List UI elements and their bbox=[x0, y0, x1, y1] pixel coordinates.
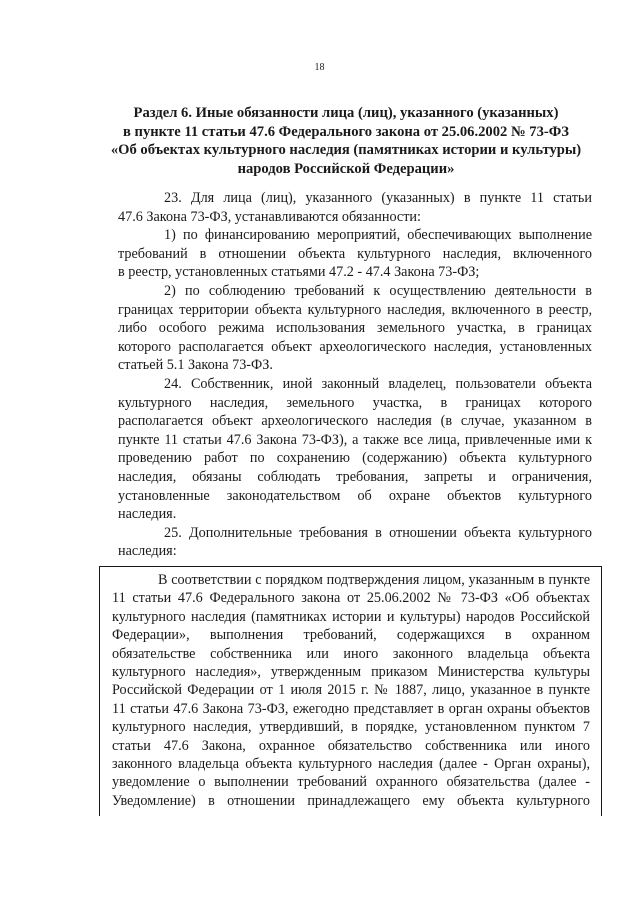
section-title-line: Раздел 6. Иные обязанности лица (лиц), указанного (указанных) bbox=[133, 105, 559, 121]
boxed-paragraph bbox=[112, 571, 590, 810]
section-title-line: народов Российской Федерации» bbox=[237, 160, 455, 177]
text-line: 24. Собственник, иной законный владелец, пользователи объекта bbox=[164, 375, 592, 392]
paragraph-24 bbox=[118, 375, 592, 524]
text-line: культурного наследия (памятниках истории и культуры) народов Российской bbox=[112, 608, 590, 625]
text-line: культурного наследия, земельного участка, в границах которого bbox=[118, 394, 592, 411]
paragraph-23-item-1 bbox=[118, 226, 592, 282]
text-line: в реестр, установленных статьями 47.2 - 47.4 Закона 73-ФЗ; bbox=[118, 264, 480, 281]
page-number: 18 bbox=[314, 62, 325, 73]
text-line: культурного наследия, утвердивший, в порядке, установленном пунктом 7 bbox=[112, 719, 590, 736]
text-line: 25. Дополнительные требования в отношении объекта культурного bbox=[164, 524, 592, 541]
paragraph-25 bbox=[118, 524, 592, 561]
text-line: располагается объект археологического наследия (в случае, указанном в bbox=[118, 413, 592, 430]
text-line: обязательстве собственника или иного законного владельца объекта bbox=[112, 645, 590, 662]
text-line: наследия: bbox=[118, 543, 177, 560]
text-line: уведомление о выполнении требований охранного обязательства (далее - bbox=[112, 774, 590, 791]
text-line: 2) по соблюдению требований к осуществлению деятельности в bbox=[164, 282, 592, 299]
text-line: границах территории объекта культурного наследия, включенного в реестр, bbox=[118, 301, 592, 318]
text-line: 11 статьи 47.6 Федерального закона от 25.06.2002 № 73-ФЗ «Об объектах bbox=[112, 590, 590, 607]
text-line: 11 статьи 47.6 Закона 73-ФЗ, ежегодно представляет в орган охраны объектов bbox=[112, 700, 590, 717]
text-line: которого располагается объект археологического наследия, установленных bbox=[118, 338, 592, 355]
section-title bbox=[96, 104, 596, 178]
text-line: 1) по финансированию мероприятий, обеспечивающих выполнение bbox=[164, 227, 592, 244]
section-title-line: «Об объектах культурного наследия (памятниках истории и культуры) bbox=[110, 142, 582, 158]
text-line: установленные законодательством об охране объектов культурного bbox=[118, 487, 592, 504]
text-line: Федерации», выполнения требований, содержащихся в охранном bbox=[112, 627, 590, 644]
text-line: Российской Федерации от 1 июля 2015 г. № 1887, лицо, указанное в пункте bbox=[112, 682, 590, 699]
section-title-line: в пункте 11 статьи 47.6 Федерального закона от 25.06.2002 № 73-ФЗ bbox=[123, 123, 569, 140]
text-line: проведению работ по сохранению (содержанию) объекта культурного bbox=[118, 450, 592, 467]
text-line: 47.6 Закона 73-ФЗ, устанавливаются обязанности: bbox=[118, 208, 421, 225]
additional-requirements-box bbox=[99, 566, 602, 816]
text-line: наследия, обязаны соблюдать требования, запреты и ограничения, bbox=[118, 468, 592, 485]
body-text bbox=[118, 189, 592, 561]
text-line: статьи 47.6 Закона, охранное обязательство собственника или иного bbox=[112, 737, 590, 754]
text-line: требований в отношении объекта культурного наследия, включенного bbox=[118, 245, 592, 262]
text-line: 23. Для лица (лиц), указанного (указанных) в пункте 11 статьи bbox=[164, 190, 592, 206]
paragraph-23 bbox=[118, 189, 592, 226]
text-line: Уведомление) в отношении принадлежащего ему объекта культурного bbox=[112, 792, 590, 809]
text-line: культурного наследия», утвержденным приказом Министерства культуры bbox=[112, 664, 590, 681]
text-line: статьей 5.1 Закона 73-ФЗ. bbox=[118, 357, 273, 374]
text-line: законного владельца объекта культурного наследия (далее - Орган охраны), bbox=[112, 756, 590, 773]
text-line: либо особого режима использования земельного участка, в границах bbox=[118, 320, 592, 337]
text-line: наследия. bbox=[118, 506, 177, 523]
paragraph-23-item-2 bbox=[118, 282, 592, 375]
text-line: пункте 11 статьи 47.6 Закона 73-ФЗ), а также все лица, привлеченные ими к bbox=[118, 431, 592, 448]
text-line: В соответствии с порядком подтверждения лицом, указанным в пункте bbox=[158, 572, 590, 588]
